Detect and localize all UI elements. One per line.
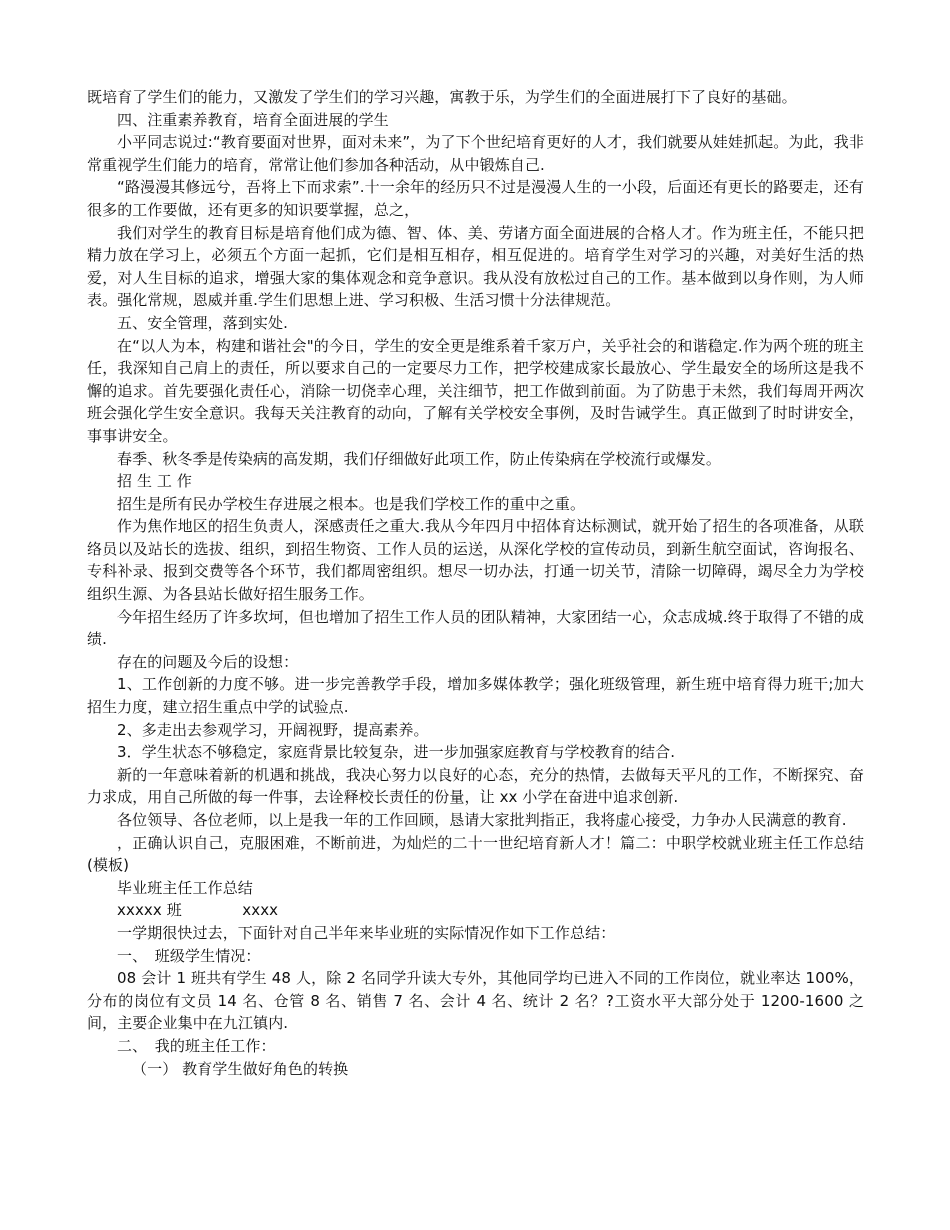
paragraph: 招生是所有民办学校生存进展之根本。也是我们学校工作的重中之重。: [117, 494, 586, 513]
paragraph: 今年招生经历了许多坎坷，但也增加了招生工作人员的团队精神，大家团结一心，众志成城.终于取得了不错的成绩.: [87, 607, 864, 649]
section-heading: 招 生 工 作: [117, 472, 193, 491]
document-subtitle: 毕业班主任工作总结: [117, 878, 253, 897]
section-heading: 五、安全管理，落到实处.: [117, 313, 288, 332]
paragraph: “路漫漫其修远兮，吾将上下而求索”.十一余年的经历只不过是漫漫人生的一小段，后面还有更长的路要走，还有很多的工作要做，还有更多的知识要掌握，总之，: [87, 178, 864, 219]
section-heading: 四、注重素养教育，培育全面进展的学生: [117, 110, 389, 129]
section-heading: 二、 我的班主任工作：: [117, 1036, 276, 1055]
section-heading: 一、 班级学生情况：: [117, 946, 261, 965]
list-item: 2、多走出去参观学习，开阔视野，提高素养。: [117, 720, 429, 739]
paragraph: 一学期很快过去，下面针对自己半年来毕业班的实际情况作如下工作总结：: [117, 923, 616, 942]
paragraph: 各位领导、各位老师，以上是我一年的工作回顾，恳请大家批判指正，我将虚心接受，力争办人民满意的教育.: [117, 811, 847, 829]
paragraph: 我们对学生的教育目标是培育他们成为德、智、体、美、劳诸方面全面进展的合格人才。作为班主任，不能只把精力放在学习上，必须五个方面一起抓，它们是相互相存，相互促进的。培育学生对学习的兴趣，对美好生活的热爱，对人生目标的追求，增强大家的集体观念和竞争意识。我从没有放松过自己的工作。基本做到以身作则，为人师表。强化常规，恩威并重.学生们思想上进、学习积极、生活习惯十分法律规范。: [87, 223, 864, 310]
paragraph: 08 会计 1 班共有学生 48 人，除 2 名同学升读大专外，其他同学均已进入不同的工作岗位，就业率达 100%，分布的岗位有文员 14 名、仓管 8 名、销售 7 名、会计 4 名、统计 2 名？?工资水平大部分处于 1200-1600 之间，主要企业集中在九江镇内.: [87, 969, 864, 1033]
paragraph: 在“以人为本，构建和谐社会"的今日，学生的安全更是维系着千家万户，关乎社会的和谐稳定.作为两个班的班主任，我深知自己肩上的责任，所以要求自己的一定要尽力工作，把学校建成家长最放心、学生最安全的场所这是我不懈的追求。首先要强化责任心，消除一切侥幸心理，关注细节，把工作做到前面。为了防患于未然，我们每周开两次班会强化学生安全意识。我每天关注教育的动向，了解有关学校安全事例，及时告诫学生。真正做到了时时讲安全，事事讲安全。: [87, 336, 864, 445]
paragraph: ，正确认识自己，克服困难，不断前进，为灿烂的二十一世纪培育新人才！篇二：中职学校就业班主任工作总结(模板): [87, 833, 864, 875]
paragraph: 小平同志说过:“教育要面对世界，面对未来”，为了下个世纪培育更好的人才，我们就要从娃娃抓起。为此，我非常重视学生们能力的培育，常常让他们参加各种活动，从中锻炼自己.: [87, 133, 864, 174]
paragraph: 春季、秋冬季是传染病的高发期，我们仔细做好此项工作，防止传染病在学校流行或爆发。: [117, 449, 722, 468]
class-name-line: xxxxx 班 xxxx: [117, 901, 279, 920]
paragraph: 既培育了学生们的能力，又激发了学生们的学习兴趣，寓教于乐，为学生们的全面进展打下了良好的基础。: [87, 88, 797, 106]
paragraph: 存在的问题及今后的设想：: [117, 652, 299, 671]
paragraph: 作为焦作地区的招生负责人，深感责任之重大.我从今年四月中招体育达标测试，就开始了招生的各项准备，从联络员以及站长的选拔、组织，到招生物资、工作人员的运送，从深化学校的宣传动员，到新生航空面试，咨询报名、专科补录、报到交费等各个环节，我们都周密组织。想尽一切办法，打通一切关节，清除一切障碍，竭尽全力为学校组织生源、为各县站长做好招生服务工作。: [87, 517, 864, 604]
paragraph: 新的一年意味着新的机遇和挑战，我决心努力以良好的心态，充分的热情，去做每天平凡的工作，不断探究、奋力求成，用自己所做的每一件事，去诠释校长责任的份量，让 xx 小学在奋进中追求创新.: [87, 765, 864, 807]
list-item: 1、工作创新的力度不够。进一步完善教学手段，增加多媒体教学；强化班级管理，新生班中培育得力班干;加大招生力度，建立招生重点中学的试验点.: [87, 675, 864, 717]
list-item: 3．学生状态不够稳定，家庭背景比较复杂，进一步加强家庭教育与学校教育的结合.: [117, 743, 676, 762]
subsection-heading: （一） 教育学生做好角色的转换: [132, 1059, 349, 1078]
